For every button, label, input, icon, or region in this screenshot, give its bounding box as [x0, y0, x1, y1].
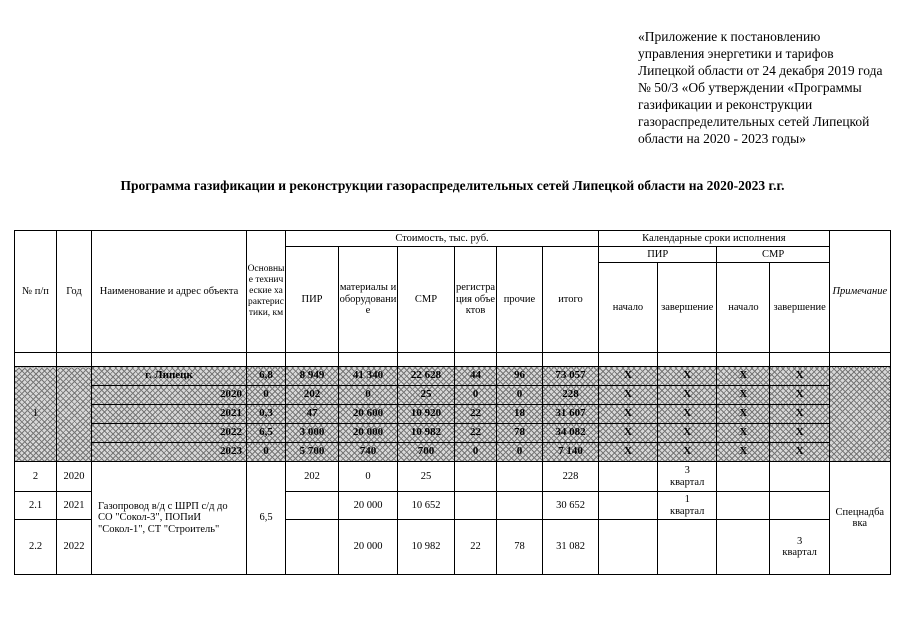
- summary-total: 7 140: [543, 443, 599, 462]
- row-c1: [599, 520, 658, 575]
- summary-other: 0: [497, 386, 543, 405]
- row-num: 2.1: [15, 492, 57, 520]
- summary-c3: X: [717, 367, 770, 386]
- summary-reg: 44: [455, 367, 497, 386]
- header-total: итого: [543, 247, 599, 353]
- row-c4: 3 квартал: [770, 520, 829, 575]
- row-num: 2.2: [15, 520, 57, 575]
- summary-c3: X: [717, 386, 770, 405]
- summary-tech: 6,8: [247, 367, 286, 386]
- header-smr: СМР: [398, 247, 455, 353]
- row-reg: [455, 462, 497, 492]
- row-pir: 202: [286, 462, 339, 492]
- summary-c1: X: [599, 386, 658, 405]
- row-c1: [599, 462, 658, 492]
- header-start-smr: начало: [717, 263, 770, 353]
- summary-row: [15, 424, 891, 443]
- summary-other: 0: [497, 443, 543, 462]
- row-c3: [717, 520, 770, 575]
- summary-c1: X: [599, 424, 658, 443]
- row-smr: 10 982: [398, 520, 455, 575]
- object-tech: 6,5: [247, 462, 286, 575]
- summary-c1: X: [599, 367, 658, 386]
- summary-tech: 6,5: [247, 424, 286, 443]
- row-total: 228: [543, 462, 599, 492]
- summary-total: 73 057: [543, 367, 599, 386]
- summary-name: г. Липецк: [92, 367, 247, 386]
- summary-reg: 22: [455, 405, 497, 424]
- row-reg: 22: [455, 520, 497, 575]
- row-total: 30 652: [543, 492, 599, 520]
- summary-c2: X: [658, 405, 717, 424]
- summary-smr: 700: [398, 443, 455, 462]
- row-c2: 3 квартал: [658, 462, 717, 492]
- header-calendar: Календарные сроки исполнения: [599, 231, 830, 247]
- summary-pir: 8 949: [286, 367, 339, 386]
- summary-smr: 10 920: [398, 405, 455, 424]
- row-c4: [770, 492, 829, 520]
- summary-smr: 22 628: [398, 367, 455, 386]
- header-registration: регистрация объектов: [455, 247, 497, 353]
- header-remark: Примечание: [829, 231, 890, 353]
- summary-mat: 20 600: [339, 405, 398, 424]
- object-name: Газопровод в/д с ШРП с/д до СО "Сокол-3", ПОПиИ "Сокол-1", СТ "Строитель": [92, 462, 247, 575]
- row-total: 31 082: [543, 520, 599, 575]
- summary-mat: 41 340: [339, 367, 398, 386]
- summary-year: 2023: [92, 443, 247, 462]
- summary-tech: 0,3: [247, 405, 286, 424]
- summary-c4: X: [770, 386, 829, 405]
- row-pir: [286, 492, 339, 520]
- summary-num: 1: [15, 367, 57, 462]
- header-other: прочие: [497, 247, 543, 353]
- summary-row: [15, 443, 891, 462]
- row-num: 2: [15, 462, 57, 492]
- header-pir: ПИР: [286, 247, 339, 353]
- summary-c4: X: [770, 367, 829, 386]
- header-year: Год: [57, 231, 92, 353]
- object-remark: Спецнадбавка: [829, 462, 890, 575]
- summary-c2: X: [658, 386, 717, 405]
- row-year: 2021: [57, 492, 92, 520]
- row-reg: [455, 492, 497, 520]
- summary-other: 96: [497, 367, 543, 386]
- header-cal-pir: ПИР: [599, 247, 717, 263]
- summary-pir: 3 000: [286, 424, 339, 443]
- row-pir: [286, 520, 339, 575]
- row-smr: 25: [398, 462, 455, 492]
- header-cal-smr: СМР: [717, 247, 829, 263]
- summary-year: 2020: [92, 386, 247, 405]
- header-start-pir: начало: [599, 263, 658, 353]
- row-c4: [770, 462, 829, 492]
- summary-c1: X: [599, 443, 658, 462]
- summary-pir: 5 700: [286, 443, 339, 462]
- summary-c3: X: [717, 405, 770, 424]
- summary-year: 2021: [92, 405, 247, 424]
- header-cost: Стоимость, тыс. руб.: [286, 231, 599, 247]
- summary-tech: 0: [247, 386, 286, 405]
- row-mat: 0: [339, 462, 398, 492]
- summary-row: [15, 367, 891, 386]
- row-year: 2020: [57, 462, 92, 492]
- summary-other: 78: [497, 424, 543, 443]
- summary-reg: 0: [455, 443, 497, 462]
- summary-year: 2022: [92, 424, 247, 443]
- header-end-pir: завершение: [658, 263, 717, 353]
- summary-c2: X: [658, 443, 717, 462]
- header-materials: материалы и оборудование: [339, 247, 398, 353]
- row-mat: 20 000: [339, 520, 398, 575]
- header-num: № п/п: [15, 231, 57, 353]
- summary-tech: 0: [247, 443, 286, 462]
- summary-reg: 22: [455, 424, 497, 443]
- summary-total: 228: [543, 386, 599, 405]
- summary-c2: X: [658, 424, 717, 443]
- summary-c3: X: [717, 443, 770, 462]
- summary-reg: 0: [455, 386, 497, 405]
- row-c2: [658, 520, 717, 575]
- summary-other: 18: [497, 405, 543, 424]
- appendix-note: «Приложение к постановлению управления энергетики и тарифов Липецкой области от 24 декабря 2019 года № 50/3 «Об утверждении «Программы газификации и реконструкции газораспределительных сетей Липецкой области на 2020 - 2023 годы»: [638, 29, 883, 146]
- row-c3: [717, 492, 770, 520]
- row-other: [497, 492, 543, 520]
- document-title: Программа газификации и реконструкции газораспределительных сетей Липецкой области на 2020-2023 г.г.: [120, 178, 785, 193]
- summary-mat: 0: [339, 386, 398, 405]
- summary-total: 31 607: [543, 405, 599, 424]
- summary-c4: X: [770, 443, 829, 462]
- row-c1: [599, 492, 658, 520]
- row-other: 78: [497, 520, 543, 575]
- row-mat: 20 000: [339, 492, 398, 520]
- summary-c2: X: [658, 367, 717, 386]
- summary-mat: 20 000: [339, 424, 398, 443]
- summary-c1: X: [599, 405, 658, 424]
- summary-mat: 740: [339, 443, 398, 462]
- row-year: 2022: [57, 520, 92, 575]
- header-name: Наименование и адрес объекта: [92, 231, 247, 353]
- summary-pir: 47: [286, 405, 339, 424]
- summary-pir: 202: [286, 386, 339, 405]
- header-tech: Основные технические характеристики, км: [247, 231, 286, 353]
- summary-c4: X: [770, 405, 829, 424]
- summary-c3: X: [717, 424, 770, 443]
- summary-row: [15, 386, 891, 405]
- summary-row: [15, 405, 891, 424]
- row-c2: 1 квартал: [658, 492, 717, 520]
- spacer-row: [15, 353, 891, 367]
- summary-smr: 25: [398, 386, 455, 405]
- summary-smr: 10 982: [398, 424, 455, 443]
- row-c3: [717, 462, 770, 492]
- header-end-smr: завершение: [770, 263, 829, 353]
- row-smr: 10 652: [398, 492, 455, 520]
- summary-total: 34 082: [543, 424, 599, 443]
- table-row: [15, 462, 891, 492]
- summary-c4: X: [770, 424, 829, 443]
- row-other: [497, 462, 543, 492]
- program-table: [14, 230, 891, 575]
